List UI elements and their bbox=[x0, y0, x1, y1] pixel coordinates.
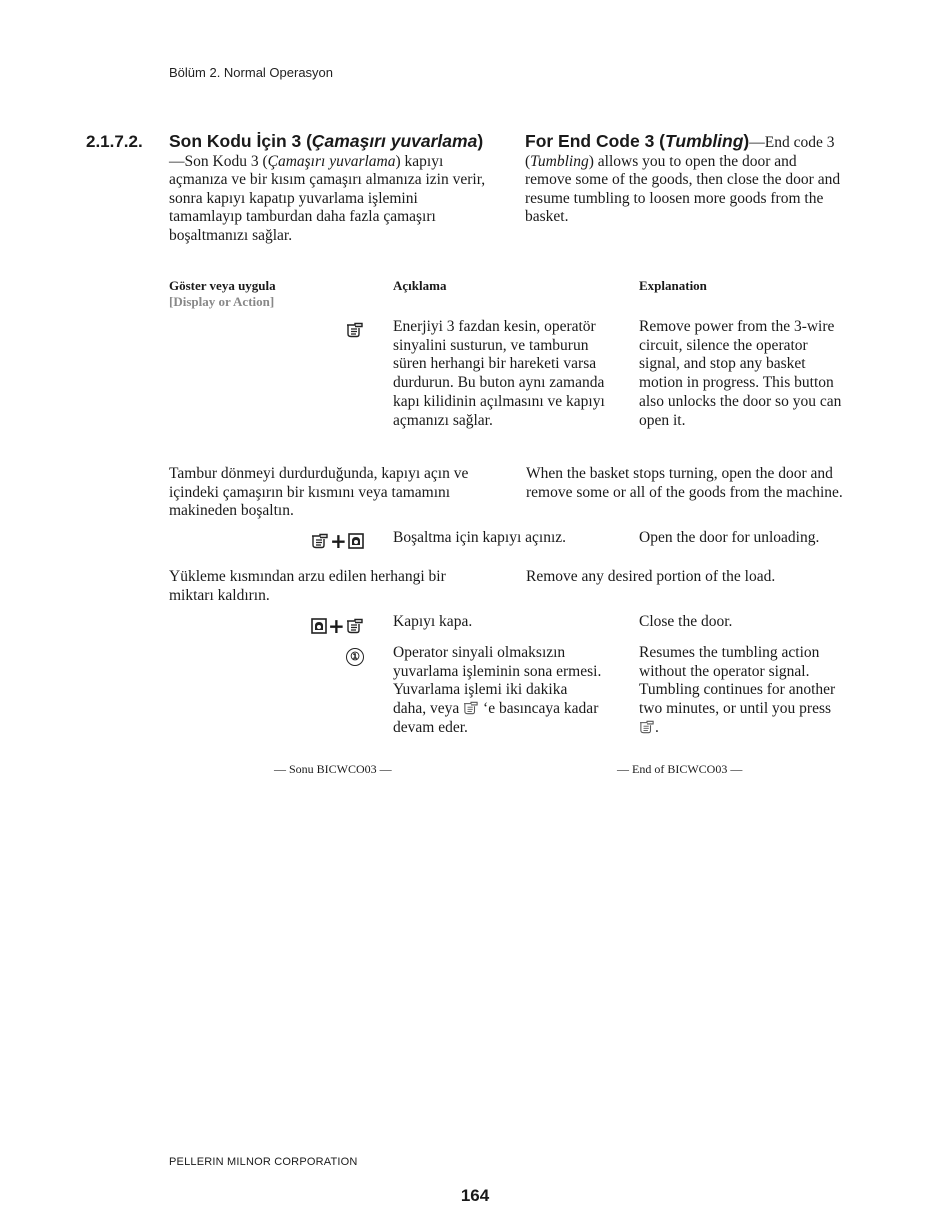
section-heading-tr: Son Kodu İçin 3 (Çamaşırı yuvarlama) bbox=[169, 131, 484, 151]
row1-action bbox=[346, 322, 364, 338]
table-header-desc-tr: Açıklama bbox=[393, 278, 447, 293]
end-marker-en: — End of BICWCO03 — bbox=[617, 762, 743, 776]
door-close-icon bbox=[311, 618, 327, 634]
page-number: 164 bbox=[460, 1186, 490, 1205]
row3-desc-en: Close the door. bbox=[639, 613, 733, 630]
plus-icon: + bbox=[330, 529, 347, 553]
row3-desc-tr: Kapıyı kapa. bbox=[393, 613, 473, 630]
hand-stop-icon bbox=[346, 618, 364, 634]
hand-stop-icon bbox=[639, 720, 655, 734]
footer-corporation: PELLERIN MILNOR CORPORATION bbox=[169, 1156, 358, 1168]
running-head: Bölüm 2. Normal Operasyon bbox=[169, 65, 334, 80]
section-heading-en: For End Code 3 (Tumbling) bbox=[525, 131, 750, 151]
step-a-en: When the basket stops turning, open the door and remove some or all of the goods from the machine. bbox=[526, 465, 843, 501]
step-b-en: Remove any desired portion of the load. bbox=[526, 568, 776, 585]
row2-desc-tr: Boşaltma için kapıyı açınız. bbox=[393, 529, 567, 546]
row1-desc-en: Remove power from the 3-wire circuit, silence the operator signal, and stop any basket motion in progress. This button also unlocks the door so you can open it. bbox=[639, 318, 842, 429]
door-open-icon bbox=[348, 533, 364, 549]
row4-action bbox=[346, 648, 364, 666]
circled-one-icon: ① bbox=[346, 648, 364, 666]
step-a-tr: Tambur dönmeyi durdurduğunda, kapıyı açın ve içindeki çamaşırın bir kısmını veya tamamını makineden boşaltın. bbox=[169, 465, 469, 520]
row3-action bbox=[311, 614, 364, 638]
row4-desc-en: Resumes the tumbling action without the operator signal. Tumbling continues for another two minutes, or until you press . bbox=[639, 644, 836, 736]
section-number: 2.1.7.2. bbox=[86, 132, 143, 151]
section-intro-tr: Son Kodu İçin 3 (Çamaşırı yuvarlama)—Son Kodu 3 (Çamaşırı yuvarlama) kapıyı açmanıza ve bir kısım çamaşırı almanıza izin verir, sonra kapıyı kapatıp yuvarlama işlemini tamamlayıp tamburdan daha fazla çamaşırı boşaltmanızı sağlar. bbox=[169, 131, 486, 244]
section-intro-en: For End Code 3 (Tumbling)—End code 3 (Tumbling) allows you to open the door and remove some of the goods, then close the door and resume tumbling to loosen more goods from the basket. bbox=[525, 131, 841, 225]
row2-action bbox=[311, 529, 364, 553]
hand-stop-icon bbox=[346, 322, 364, 338]
plus-icon: + bbox=[328, 614, 345, 638]
hand-stop-icon bbox=[311, 533, 329, 549]
end-marker-tr: — Sonu BICWCO03 — bbox=[274, 762, 392, 776]
row2-desc-en: Open the door for unloading. bbox=[639, 529, 820, 546]
table-header-display: Göster veya uygula [Display or Action] bbox=[169, 278, 276, 309]
row4-desc-tr: Operator sinyali olmaksızın yuvarlama işleminin sona ermesi. Yuvarlama işlemi iki dakika daha, veya ‘e basıncaya kadar devam eder. bbox=[393, 644, 602, 736]
hand-stop-icon bbox=[463, 701, 479, 715]
step-b-tr: Yükleme kısmından arzu edilen herhangi bir miktarı kaldırın. bbox=[169, 568, 446, 604]
table-header-desc-en: Explanation bbox=[639, 278, 707, 293]
row1-desc-tr: Enerjiyi 3 fazdan kesin, operatör sinyalini susturun, ve tamburun süren herhangi bir hareketi varsa durdurun. Bu buton aynı zamanda kapı kilidinin açılmasını ve kapıyı açmanızı sağlar. bbox=[393, 318, 605, 429]
